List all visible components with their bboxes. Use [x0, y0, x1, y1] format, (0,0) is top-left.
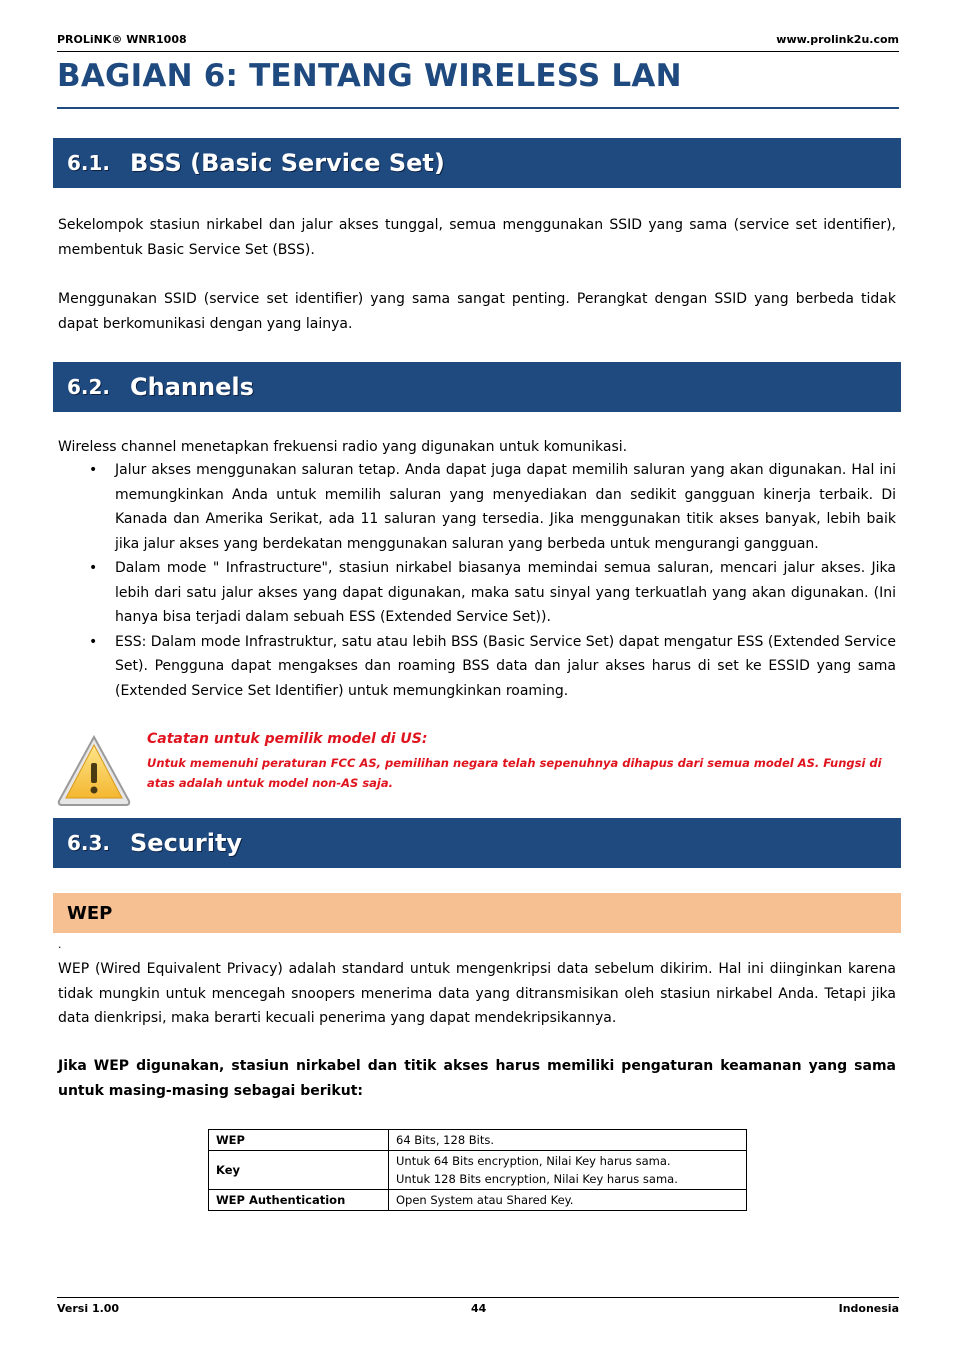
list-item-text: Dalam mode " Infrastructure", stasiun nirkabel biasanya memindai semua saluran, mencari jalur akses. Jika lebih dari satu jalur akses yang dapat digunakan, maka satu sinyal yang terkuatlah yang akan digunakan. (Ini hanya bisa terjadi dalam sebuah ESS (Extended Service Set)). — [115, 560, 896, 625]
header-website: www.prolink2u.com — [776, 33, 899, 46]
bss-paragraph-2: Menggunakan SSID (service set identifier) yang sama sangat penting. Perangkat dengan SSID yang berbeda tidak dapat berkomunikasi dengan yang lainya. — [58, 291, 896, 332]
bullet-icon: • — [89, 560, 98, 576]
subsection-bar-wep — [53, 893, 901, 933]
list-item — [58, 458, 896, 556]
footer-page-number: 44 — [471, 1302, 487, 1315]
list-item-text: ESS: Dalam mode Infrastruktur, satu atau lebih BSS (Basic Service Set) dapat mengatur ESS (Extended Service Set). Pengguna dapat mengakses dan roaming BSS data dan jalur akses harus di set ke ESSID yang sama (Extended Service Set Identifier) untuk memungkinkan roaming. — [115, 633, 896, 699]
table-row — [209, 1130, 747, 1151]
footer-language: Indonesia — [838, 1302, 899, 1315]
table-row — [209, 1190, 747, 1211]
title-rule — [57, 107, 899, 109]
table-value-text: Untuk 64 Bits encryption, Nilai Key harus sama. — [396, 1154, 671, 1168]
table-key-cell: WEP — [209, 1130, 389, 1151]
table-value-cell — [389, 1151, 747, 1190]
table-key-cell: Key — [209, 1151, 389, 1190]
list-item — [58, 556, 896, 630]
table-value-cell — [389, 1190, 747, 1211]
table-value-cell — [389, 1130, 747, 1151]
note-body: Untuk memenuhi peraturan FCC AS, pemilihan negara telah sepenuhnya dihapus dari semua model AS. Fungsi di atas adalah untuk model non-AS saja. — [147, 756, 882, 790]
wep-settings-table — [208, 1129, 747, 1211]
stray-dot: . — [58, 938, 62, 951]
section-title: BSS (Basic Service Set) — [130, 149, 445, 177]
section-number: 6.1. — [67, 151, 111, 175]
table-value-text: 64 Bits, 128 Bits. — [396, 1133, 495, 1147]
warning-icon — [56, 733, 132, 809]
channels-bullet-list — [58, 458, 896, 703]
bullet-icon: • — [89, 462, 98, 478]
header-product: PROLiNK® WNR1008 — [57, 33, 187, 46]
section-bar-bss — [53, 138, 901, 188]
bss-paragraph-1: Sekelompok stasiun nirkabel dan jalur akses tunggal, semua menggunakan SSID yang sama (service set identifier), membentuk Basic Service Set (BSS). — [58, 217, 896, 258]
note-title: Catatan untuk pemilik model di US: — [147, 731, 428, 747]
channels-intro: Wireless channel menetapkan frekuensi radio yang digunakan untuk komunikasi. — [58, 439, 628, 455]
bullet-icon: • — [89, 633, 98, 650]
section-number: 6.3. — [67, 831, 111, 855]
wep-paragraph-1: WEP (Wired Equivalent Privacy) adalah standard untuk mengenkripsi data sebelum dikirim. Hal ini diinginkan karena tidak mungkin untuk mencegah snoopers menerima data yang ditransmisikan oleh stasiun nirkabel Anda. Tetapi jika data dienkripsi, maka berarti kecuali penerima yang dapat mendekripsikannya. — [58, 961, 896, 1026]
section-bar-security — [53, 818, 901, 868]
page-header — [57, 33, 899, 46]
page-title: BAGIAN 6: TENTANG WIRELESS LAN — [57, 58, 682, 94]
section-bar-channels — [53, 362, 901, 412]
wep-paragraph-2: Jika WEP digunakan, stasiun nirkabel dan titik akses harus memiliki pengaturan keamanan yang sama untuk masing-masing sebagai berikut: — [58, 1058, 896, 1099]
list-item — [58, 630, 896, 704]
footer-version: Versi 1.00 — [57, 1302, 120, 1315]
subsection-title: WEP — [67, 902, 113, 924]
table-value-text: Open System atau Shared Key. — [396, 1193, 574, 1207]
footer-rule — [57, 1297, 899, 1298]
section-title: Security — [130, 829, 243, 857]
table-row — [209, 1151, 747, 1190]
header-rule — [57, 51, 899, 52]
section-number: 6.2. — [67, 375, 111, 399]
table-key-cell: WEP Authentication — [209, 1190, 389, 1211]
list-item-text: Jalur akses menggunakan saluran tetap. Anda dapat juga dapat memilih saluran yang akan digunakan. Hal ini memungkinkan Anda untuk memilih saluran yang menyediakan dan sedikit gangguan kinerja terbaik. Di Kanada dan Amerika Serikat, ada 11 saluran yang tersedia. Jika menggunakan titik akses banyak, lebih baik jika jalur akses yang berdekatan menggunakan saluran yang berbeda untuk mengurangi gangguan. — [115, 462, 896, 552]
section-title: Channels — [130, 373, 254, 401]
table-value-text: Untuk 128 Bits encryption, Nilai Key harus sama. — [396, 1172, 678, 1186]
